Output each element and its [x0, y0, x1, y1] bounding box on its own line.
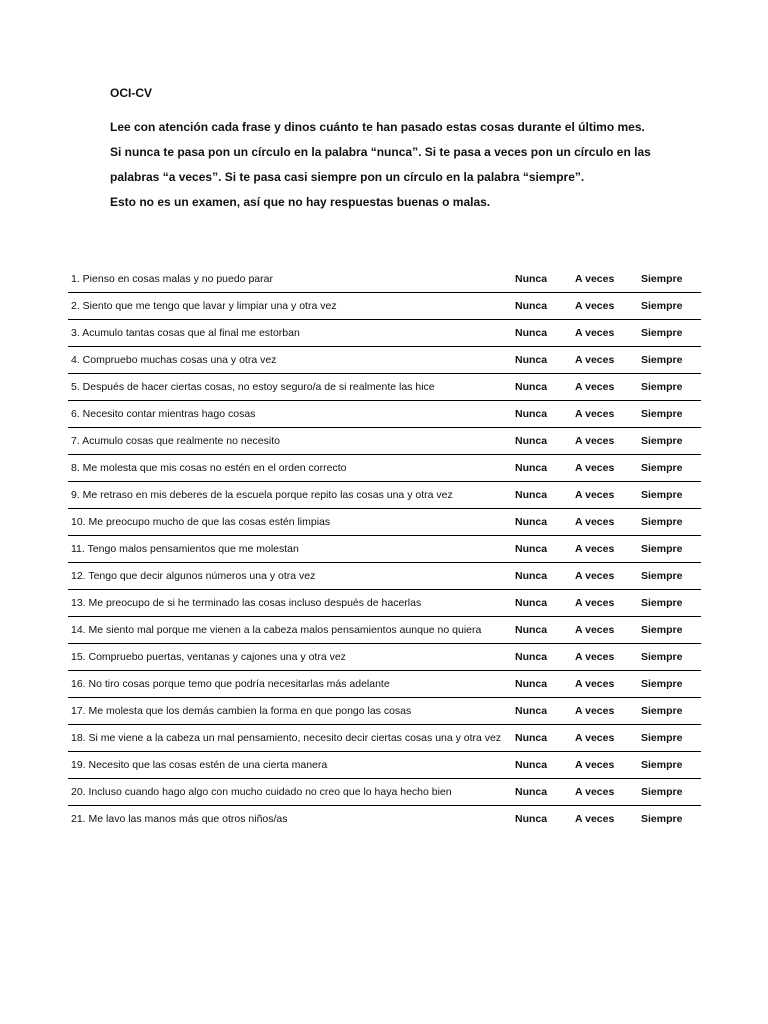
option-a-veces[interactable]: A veces	[575, 590, 641, 617]
option-nunca[interactable]: Nunca	[515, 671, 575, 698]
option-a-veces[interactable]: A veces	[575, 617, 641, 644]
option-siempre[interactable]: Siempre	[641, 401, 701, 428]
option-nunca[interactable]: Nunca	[515, 293, 575, 320]
option-nunca[interactable]: Nunca	[515, 536, 575, 563]
questionnaire-table	[68, 266, 701, 832]
option-a-veces[interactable]: A veces	[575, 813, 615, 825]
option-nunca[interactable]: Nunca	[515, 509, 575, 536]
option-siempre[interactable]: Siempre	[641, 671, 701, 698]
question-text: 18. Si me viene a la cabeza un mal pensamiento, necesito decir ciertas cosas una y otra vez	[68, 725, 515, 752]
option-siempre[interactable]: Siempre	[641, 590, 701, 617]
option-a-veces[interactable]: A veces	[575, 320, 641, 347]
option-a-veces[interactable]: A veces	[575, 671, 641, 698]
questionnaire-row	[68, 725, 701, 752]
question-text: 17. Me molesta que los demás cambien la forma en que pongo las cosas	[68, 698, 515, 725]
option-nunca[interactable]: Nunca	[515, 320, 575, 347]
option-nunca[interactable]: Nunca	[515, 401, 575, 428]
option-siempre[interactable]: Siempre	[641, 536, 701, 563]
option-nunca[interactable]: Nunca	[515, 455, 575, 482]
option-siempre[interactable]: Siempre	[641, 725, 701, 752]
option-nunca[interactable]: Nunca	[515, 698, 575, 725]
question-text: 9. Me retraso en mis deberes de la escuela porque repito las cosas una y otra vez	[68, 482, 515, 509]
questionnaire-row	[68, 752, 701, 779]
option-a-veces[interactable]: A veces	[575, 347, 641, 374]
questionnaire-row	[68, 779, 701, 806]
option-siempre[interactable]: Siempre	[641, 293, 701, 320]
question-text: 5. Después de hacer ciertas cosas, no estoy seguro/a de si realmente las hice	[68, 374, 515, 401]
questionnaire-row	[68, 347, 701, 374]
option-siempre[interactable]: Siempre	[641, 779, 701, 806]
option-a-veces[interactable]: A veces	[575, 455, 641, 482]
option-a-veces[interactable]: A veces	[575, 293, 641, 320]
option-nunca[interactable]: Nunca	[515, 482, 575, 509]
option-a-veces[interactable]: A veces	[575, 482, 641, 509]
questionnaire-row	[68, 374, 701, 401]
option-nunca[interactable]: Nunca	[515, 725, 575, 752]
questionnaire-row	[68, 509, 701, 536]
questionnaire-row	[68, 806, 701, 833]
option-a-veces[interactable]: A veces	[575, 266, 641, 293]
questionnaire-row	[68, 455, 701, 482]
option-a-veces[interactable]: A veces	[575, 752, 641, 779]
option-siempre[interactable]: Siempre	[641, 563, 701, 590]
option-nunca[interactable]: Nunca	[515, 644, 575, 671]
option-a-veces[interactable]: A veces	[575, 374, 641, 401]
question-text: 4. Compruebo muchas cosas una y otra vez	[68, 347, 515, 374]
question-text: 19. Necesito que las cosas estén de una cierta manera	[68, 752, 515, 779]
option-nunca[interactable]: Nunca	[515, 779, 575, 806]
option-siempre[interactable]: Siempre	[641, 813, 683, 825]
questionnaire-row	[68, 401, 701, 428]
option-a-veces[interactable]: A veces	[575, 536, 641, 563]
option-siempre[interactable]: Siempre	[641, 455, 701, 482]
questionnaire-row	[68, 293, 701, 320]
option-a-veces[interactable]: A veces	[575, 698, 641, 725]
questionnaire-row	[68, 671, 701, 698]
option-nunca[interactable]: Nunca	[515, 590, 575, 617]
instruction-line-2: Si nunca te pasa pon un círculo en la palabra “nunca”. Si te pasa a veces pon un círculo en las palabras “a veces”. Si te pasa casi siempre pon un círculo en la palabra “siempre”.	[110, 145, 651, 184]
option-a-veces[interactable]: A veces	[575, 725, 641, 752]
option-a-veces[interactable]: A veces	[575, 509, 641, 536]
questionnaire-row	[68, 536, 701, 563]
option-siempre[interactable]: Siempre	[641, 698, 701, 725]
option-siempre[interactable]: Siempre	[641, 428, 701, 455]
question-text: 8. Me molesta que mis cosas no estén en el orden correcto	[68, 455, 515, 482]
instruction-line-1: Lee con atención cada frase y dinos cuánto te han pasado estas cosas durante el último mes.	[110, 120, 645, 134]
option-nunca[interactable]: Nunca	[515, 563, 575, 590]
questionnaire-row	[68, 590, 701, 617]
option-siempre[interactable]: Siempre	[641, 752, 701, 779]
option-siempre[interactable]: Siempre	[641, 509, 701, 536]
option-a-veces[interactable]: A veces	[575, 401, 641, 428]
option-siempre[interactable]: Siempre	[641, 644, 701, 671]
question-text: 12. Tengo que decir algunos números una y otra vez	[68, 563, 515, 590]
option-siempre[interactable]: Siempre	[641, 320, 701, 347]
page-title: OCI-CV	[110, 86, 152, 100]
questionnaire-row	[68, 428, 701, 455]
option-nunca[interactable]: Nunca	[515, 347, 575, 374]
option-nunca[interactable]: Nunca	[515, 266, 575, 293]
option-siempre[interactable]: Siempre	[641, 617, 701, 644]
question-text: 21. Me lavo las manos más que otros niños/as	[71, 813, 288, 825]
instruction-line-3: Esto no es un examen, así que no hay respuestas buenas o malas.	[110, 195, 491, 209]
questionnaire-row	[68, 482, 701, 509]
option-a-veces[interactable]: A veces	[575, 563, 641, 590]
question-text: 15. Compruebo puertas, ventanas y cajones una y otra vez	[68, 644, 515, 671]
instructions	[110, 115, 670, 215]
question-text: 11. Tengo malos pensamientos que me molestan	[68, 536, 515, 563]
questionnaire-row	[68, 563, 701, 590]
question-text: 6. Necesito contar mientras hago cosas	[68, 401, 515, 428]
question-text: 14. Me siento mal porque me vienen a la cabeza malos pensamientos aunque no quiera	[68, 617, 515, 644]
option-siempre[interactable]: Siempre	[641, 374, 701, 401]
questionnaire-row	[68, 320, 701, 347]
question-text: 10. Me preocupo mucho de que las cosas estén limpias	[68, 509, 515, 536]
option-siempre[interactable]: Siempre	[641, 347, 701, 374]
option-siempre[interactable]: Siempre	[641, 266, 701, 293]
option-a-veces[interactable]: A veces	[575, 644, 641, 671]
questionnaire-row	[68, 617, 701, 644]
question-text: 16. No tiro cosas porque temo que podría necesitarlas más adelante	[68, 671, 515, 698]
option-nunca[interactable]: Nunca	[515, 752, 575, 779]
option-a-veces[interactable]: A veces	[575, 779, 641, 806]
questionnaire-row	[68, 266, 701, 293]
questionnaire-row	[68, 644, 701, 671]
option-nunca[interactable]: Nunca	[515, 617, 575, 644]
question-text: 7. Acumulo cosas que realmente no necesito	[68, 428, 515, 455]
option-nunca[interactable]: Nunca	[515, 813, 548, 825]
option-nunca[interactable]: Nunca	[515, 374, 575, 401]
question-text: 1. Pienso en cosas malas y no puedo parar	[68, 266, 515, 293]
option-a-veces[interactable]: A veces	[575, 428, 641, 455]
option-nunca[interactable]: Nunca	[515, 428, 575, 455]
option-siempre[interactable]: Siempre	[641, 482, 701, 509]
question-text: 20. Incluso cuando hago algo con mucho cuidado no creo que lo haya hecho bien	[68, 779, 515, 806]
question-text: 2. Siento que me tengo que lavar y limpiar una y otra vez	[68, 293, 515, 320]
questionnaire-row	[68, 698, 701, 725]
question-text: 13. Me preocupo de si he terminado las cosas incluso después de hacerlas	[68, 590, 515, 617]
question-text: 3. Acumulo tantas cosas que al final me estorban	[68, 320, 515, 347]
